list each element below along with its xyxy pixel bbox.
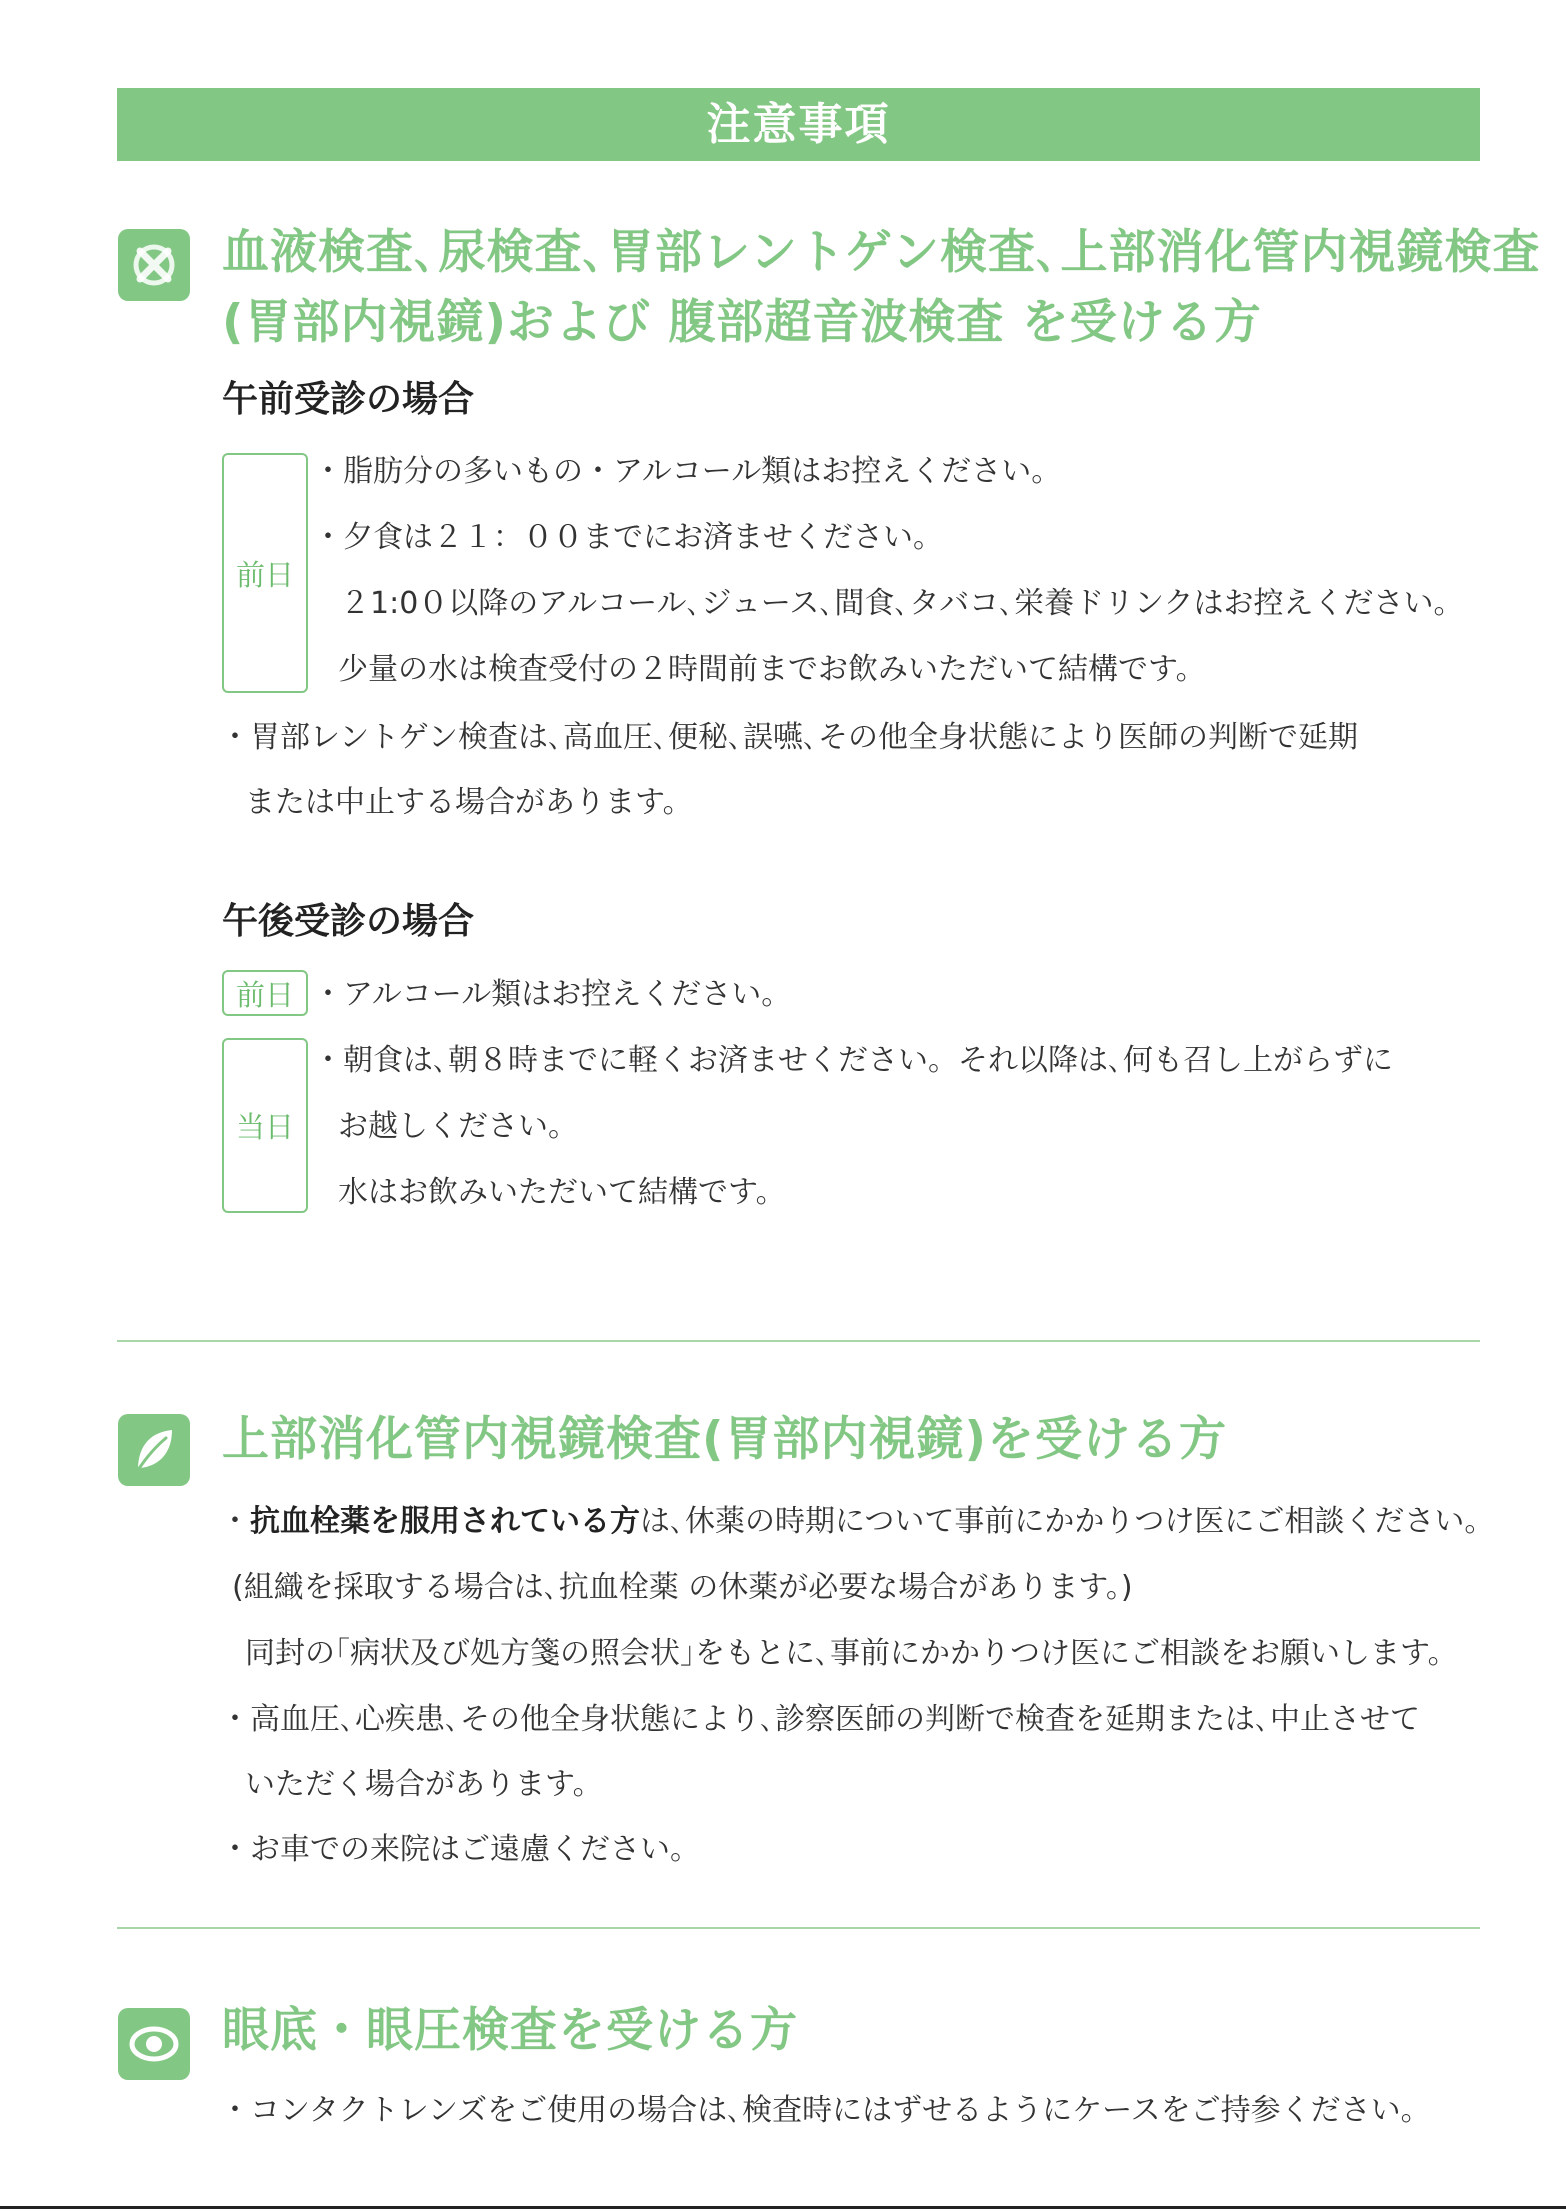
section2-title: 上部消化管内視鏡検査(胃部内視鏡)を受ける方 <box>222 1412 1227 1467</box>
eye-icon <box>118 2008 190 2080</box>
leaf-icon <box>118 1414 190 1486</box>
afternoon-line: 水はお飲みいただいて結構です。 <box>338 1175 786 1210</box>
afternoon-heading: 午後受診の場合 <box>222 901 475 942</box>
section-divider <box>117 1927 1480 1929</box>
anticoagulant-emphasis: 抗血栓薬を服用されている方 <box>250 1504 640 1539</box>
no-food-icon <box>118 229 190 301</box>
bullet: ・ <box>220 1504 250 1539</box>
section2-line: (組織を採取する場合は､抗血栓薬 の休薬が必要な場合があります。) <box>232 1570 1133 1605</box>
section1-title-line2: (胃部内視鏡)および 腹部超音波検査 を受ける方 <box>222 295 1262 350</box>
section1-title-line1: 血液検査､尿検査､胃部レントゲン検査､上部消化管内視鏡検査 <box>222 225 1541 280</box>
section-divider <box>117 1340 1480 1342</box>
morning-line: ・夕食は２１：００までにお済ませください。 <box>313 520 943 555</box>
section2-line-rest: は､休薬の時期について事前にかかりつけ医にご相談ください。 <box>640 1504 1495 1539</box>
xray-note-line: または中止する場合があります。 <box>245 785 693 820</box>
afternoon-line: ・アルコール類はお控えください。 <box>313 977 792 1012</box>
morning-line: ・脂肪分の多いもの・アルコール類はお控えください。 <box>313 454 1062 489</box>
section3-title: 眼底・眼圧検査を受ける方 <box>222 2003 798 2058</box>
morning-heading: 午前受診の場合 <box>222 379 475 420</box>
same-day-badge: 当日 <box>222 1038 308 1213</box>
prev-day-badge: 前日 <box>222 970 308 1016</box>
morning-line: 少量の水は検査受付の２時間前までお飲みいただいて結構です。 <box>338 652 1206 687</box>
prev-day-badge: 前日 <box>222 453 308 693</box>
page-bottom-rule <box>0 2206 1566 2209</box>
xray-note-line: ・胃部レントゲン検査は､高血圧､便秘､誤嚥､その他全身状態により医師の判断で延期 <box>220 720 1359 755</box>
section2-line: 同封の｢病状及び処方箋の照会状｣をもとに､事前にかかりつけ医にご相談をお願いします。 <box>245 1636 1458 1671</box>
afternoon-line: ・朝食は､朝８時までに軽くお済ませください。それ以降は､何も召し上がらずに <box>313 1043 1393 1078</box>
section2-line: いただく場合があります。 <box>245 1767 603 1802</box>
section2-line <box>220 1502 1494 1542</box>
morning-line: ２1:0０以降のアルコール､ジュース､間食､タバコ､栄養ドリンクはお控えください。 <box>340 586 1464 621</box>
section2-line: ・高血圧､心疾患､その他全身状態により､診察医師の判断で検査を延期または､中止させて <box>220 1702 1420 1737</box>
section3-line: ・コンタクトレンズをご使用の場合は､検査時にはずせるようにケースをご持参ください。 <box>220 2093 1431 2128</box>
page-title: 注意事項 <box>117 88 1480 161</box>
section2-line: ・お車での来院はご遠慮ください。 <box>220 1832 700 1867</box>
afternoon-line: お越しください。 <box>338 1109 578 1144</box>
